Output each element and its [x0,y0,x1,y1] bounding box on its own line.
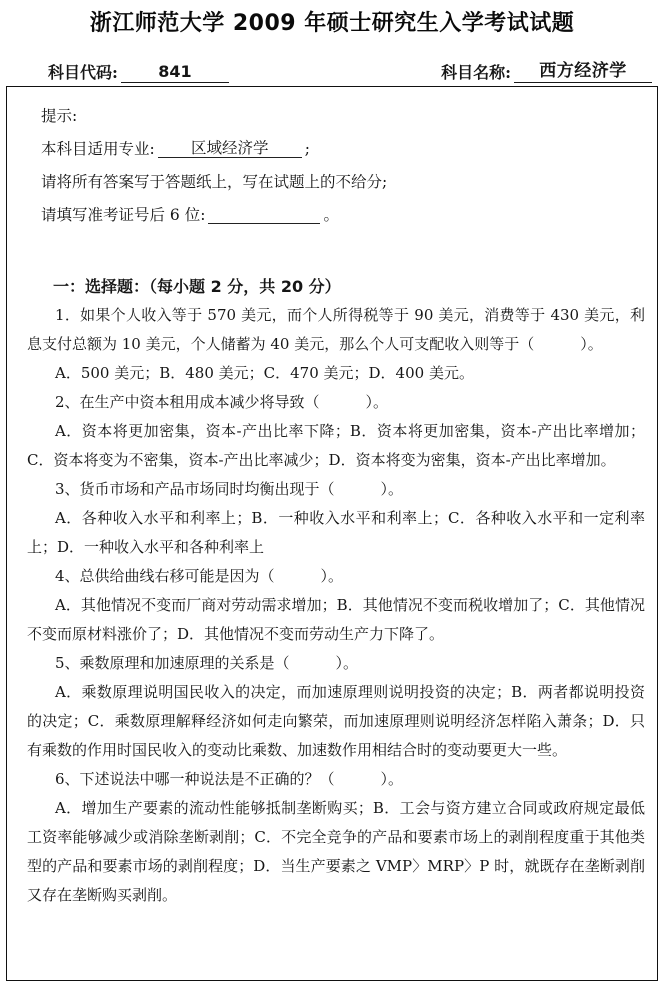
question-options: A．乘数原理说明国民收入的决定，而加速原理则说明投资的决定；B．两者都说明投资的决定；C．乘数原理解释经济如何走向繁荣，而加速原理则说明经济怎样陷入萧条；D．只有乘数的作用时国民收入的变动比乘数、加速数作用相结合时的变动要更大一些。 [27,683,645,759]
question-item [27,765,645,910]
subject-name-value: 西方经济学 [514,56,652,83]
question-stem-text: 6、下述说法中哪一种说法是不正确的？（ [55,770,335,788]
question-options: A．资本将更加密集，资本-产出比率下降；B．资本将更加密集，资本-产出比率增加；C．资本将变为不密集，资本-产出比率减少；D．资本将变为密集，资本-产出比率增加。 [27,422,645,469]
subject-code-label: 科目代码: [48,63,118,83]
question-list [27,301,645,910]
question-options: A．其他情况不变而厂商对劳动需求增加；B．其他情况不变而税收增加了；C．其他情况不变而原材料涨价了；D．其他情况不变而劳动生产力下降了。 [27,596,645,643]
question-stem-text: 4、总供给曲线右移可能是因为（ [55,567,275,585]
question-item [27,301,645,388]
question-stem [27,301,645,359]
seat-number-line [27,199,645,232]
question-stem-tail: ）。 [580,335,603,353]
seat-number-blank [208,207,320,225]
answer-rule-text: 请将所有答案写于答题纸上，写在试题上的不给分; [41,172,388,191]
seat-number-suffix: 。 [323,205,339,224]
seat-number-label: 请填写准考证号后 6 位: [41,205,206,224]
subject-code-value: 841 [121,62,229,83]
question-stem [27,475,645,504]
question-stem [27,765,645,794]
notice-heading: 提示: [41,107,78,126]
question-item [27,388,645,475]
question-stem-text: 3、货币市场和产品市场同时均衡出现于（ [55,480,335,498]
question-stem-text: 2、在生产中资本租用成本减少将导致（ [55,393,320,411]
section-spacer [27,232,645,274]
question-options: A．增加生产要素的流动性能够抵制垄断购买；B．工会与资方建立合同或政府规定最低工资率能够减少或消除垄断剥削；C．不完全竞争的产品和要素市场上的剥削程度重于其他类型的产品和要素市场的剥削程度；D．当生产要素之 VMP〉MRP〉P 时，就既存在垄断剥削又存在垄断购买剥削。 [27,799,645,904]
section-heading-multiple-choice: 一：选择题：（每小题 2 分，共 20 分） [53,277,341,296]
applicable-major-value: 区域经济学 [158,141,302,159]
page-title: 浙江师范大学 2009 年硕士研究生入学考试试题 [89,11,575,36]
question-options: A．500 美元；B．480 美元；C．470 美元；D．400 美元。 [55,364,474,382]
question-item [27,562,645,649]
question-stem [27,649,645,678]
question-item [27,649,645,765]
question-stem [27,562,645,591]
question-stem-text: 1．如果个人收入等于 570 美元，而个人所得税等于 90 美元，消费等于 430 美元，利息支付总额为 10 美元，个人储蓄为 40 美元，那么个人可支配收入则等于（ [27,306,645,353]
question-stem-tail: ）。 [335,654,359,672]
subject-name-block [441,56,652,83]
exam-body-frame [6,86,658,981]
notice-block [27,101,645,232]
question-stem-tail: ）。 [380,480,404,498]
exam-body-content [7,87,657,910]
applicable-major-suffix: ; [304,139,310,158]
question-stem-tail: ）。 [365,393,389,411]
notice-heading-line [27,101,645,133]
question-stem-tail: ）。 [320,567,344,585]
question-stem [27,388,645,417]
subject-code-block [48,60,229,83]
question-item [27,475,645,562]
question-stem-tail: ）。 [380,770,404,788]
answer-rule-line [27,166,645,199]
subject-name-label: 科目名称: [441,63,511,83]
applicable-major-label: 本科目适用专业: [41,139,155,158]
question-options: A．各种收入水平和利率上；B．一种收入水平和利率上；C．各种收入水平和一定利率上；D．一种收入水平和各种利率上 [27,509,645,556]
subject-row [0,36,664,83]
question-stem-text: 5、乘数原理和加速原理的关系是（ [55,654,290,672]
applicable-major-line [27,133,645,166]
